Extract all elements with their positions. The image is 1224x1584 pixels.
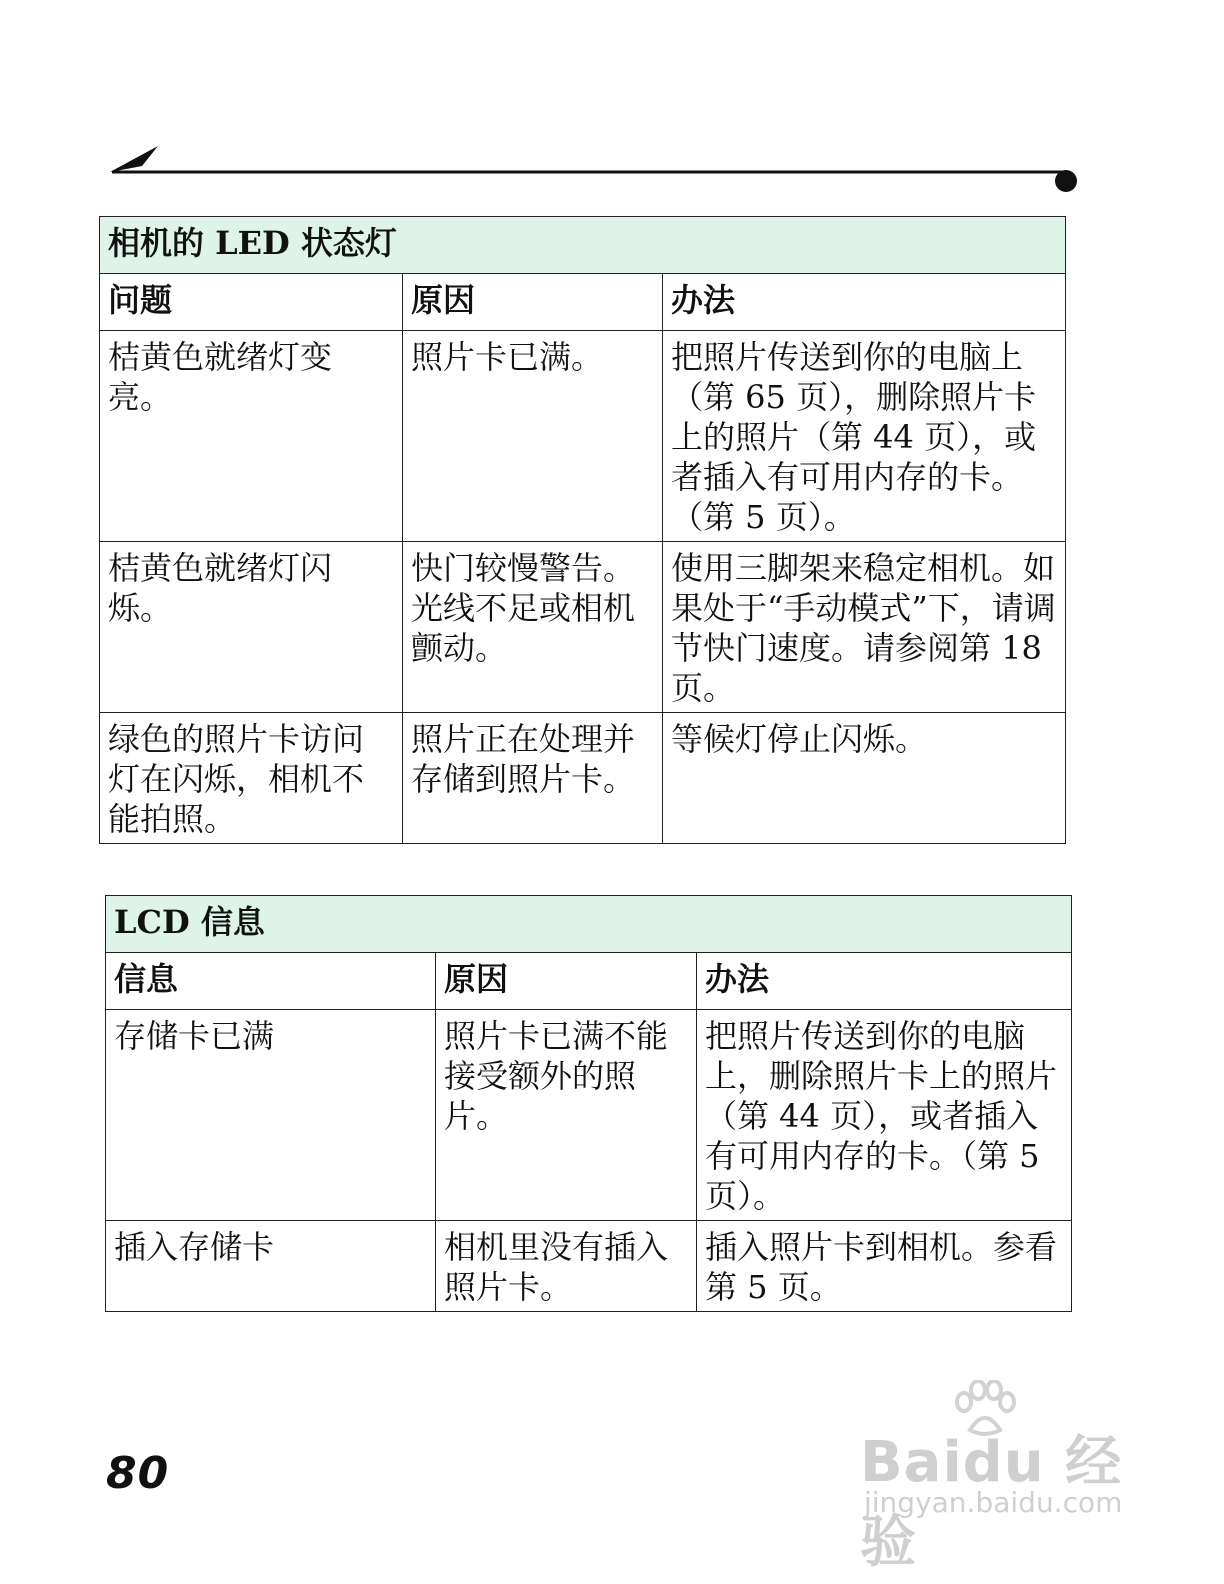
page-number: 80 — [106, 1448, 170, 1499]
cause-cell: 快门较慢警告。光线不足或相机颤动。 — [403, 542, 663, 713]
cause-cell: 照片卡已满。 — [403, 331, 663, 542]
lcd-messages-table — [105, 895, 1072, 1312]
message-cell: 插入存储卡 — [106, 1221, 436, 1312]
column-header: 办法 — [697, 953, 1072, 1010]
table-row — [100, 542, 1066, 713]
column-header: 信息 — [106, 953, 436, 1010]
cause-cell: 照片正在处理并存储到照片卡。 — [403, 713, 663, 844]
table-row — [100, 713, 1066, 844]
table-title: 相机的 LED 状态灯 — [100, 217, 1066, 274]
solution-cell: 插入照片卡到相机。参看第 5 页。 — [697, 1221, 1072, 1312]
problem-cell: 桔黄色就绪灯闪烁。 — [100, 542, 403, 713]
watermark-url: jingyan.baidu.com — [864, 1486, 1123, 1519]
cause-cell: 照片卡已满不能接受额外的照片。 — [436, 1010, 697, 1221]
header-rule-decoration — [104, 140, 1089, 200]
watermark-logo: Baidu 经验 — [860, 1430, 1123, 1575]
table-row — [106, 1221, 1072, 1312]
table-row — [106, 1010, 1072, 1221]
table-row — [100, 331, 1066, 542]
column-header: 办法 — [663, 274, 1066, 331]
message-cell: 存储卡已满 — [106, 1010, 436, 1221]
column-header: 原因 — [403, 274, 663, 331]
solution-cell: 把照片传送到你的电脑上（第 65 页），删除照片卡上的照片（第 44 页），或者插入有可用内存的卡。（第 5 页）。 — [663, 331, 1066, 542]
column-header: 问题 — [100, 274, 403, 331]
baidu-watermark — [858, 1380, 1148, 1575]
column-header: 原因 — [436, 953, 697, 1010]
solution-cell: 等候灯停止闪烁。 — [663, 713, 1066, 844]
cause-cell: 相机里没有插入照片卡。 — [436, 1221, 697, 1312]
solution-cell: 把照片传送到你的电脑上，删除照片卡上的照片（第 44 页），或者插入有可用内存的卡。（第 5 页）。 — [697, 1010, 1072, 1221]
led-status-table — [99, 216, 1066, 844]
table-title: LCD 信息 — [106, 896, 1072, 953]
problem-cell: 桔黄色就绪灯变亮。 — [100, 331, 403, 542]
problem-cell: 绿色的照片卡访问灯在闪烁，相机不能拍照。 — [100, 713, 403, 844]
solution-cell: 使用三脚架来稳定相机。如果处于“手动模式”下，请调节快门速度。请参阅第 18 页。 — [663, 542, 1066, 713]
